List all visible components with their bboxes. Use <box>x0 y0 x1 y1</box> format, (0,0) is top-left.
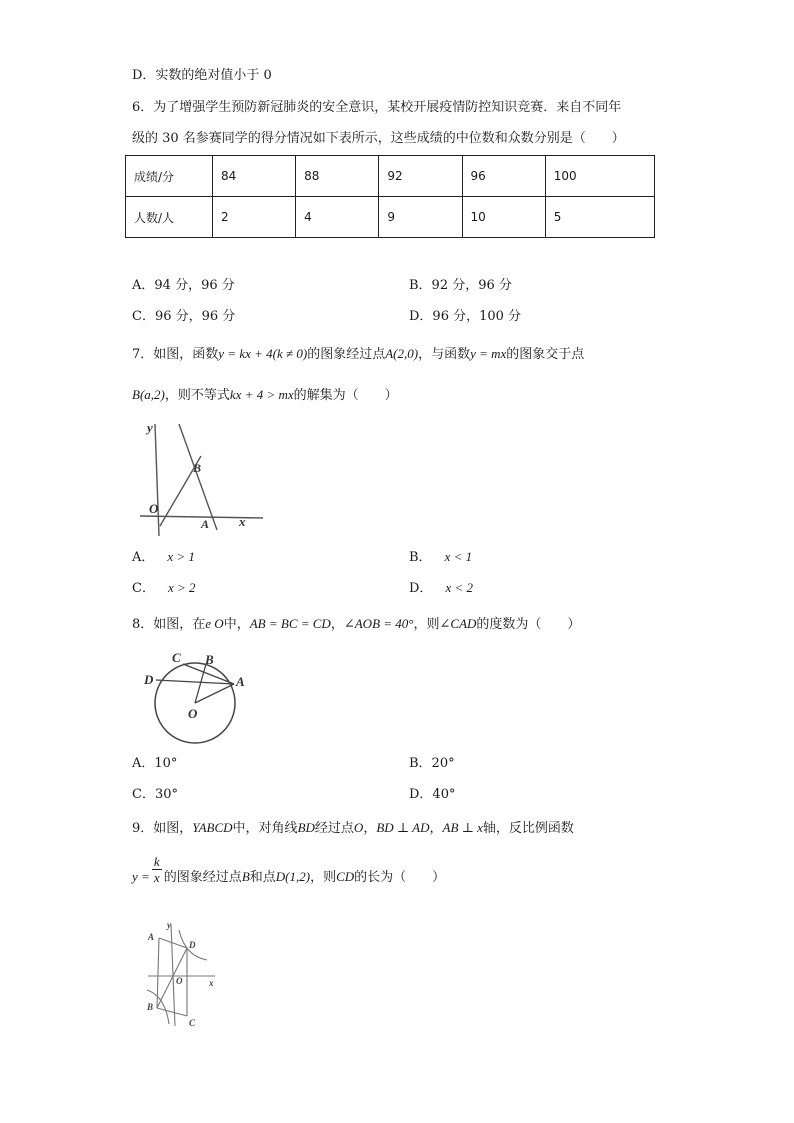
q8-chord-ca <box>183 664 234 684</box>
q9-text: 的图象经过点 <box>163 870 242 885</box>
table-cell: 4 <box>296 197 379 238</box>
q9-label-b: B <box>147 1002 154 1012</box>
q9-perp-ab-x: AB ⊥ x <box>442 820 483 835</box>
q7-text: 7．如图，函数 <box>132 347 219 362</box>
q7-line-kx-plus-4 <box>179 424 217 530</box>
q7-option-d[interactable] <box>409 578 473 599</box>
table-header-count: 人数/人 <box>126 197 213 238</box>
q7-y-axis <box>155 424 159 536</box>
q7-option-a[interactable] <box>132 547 195 568</box>
q8-figure <box>140 648 250 748</box>
table-cell: 2 <box>213 197 296 238</box>
table-cell: 96 <box>462 156 545 197</box>
q8-label-c: C <box>172 650 181 665</box>
q9-text: ， <box>363 821 377 836</box>
q7-option-d-letter: D． <box>409 581 433 596</box>
q9-parallelogram: YABCD <box>192 820 233 835</box>
q9-side-bc <box>157 1008 187 1016</box>
q8-text: 的度数为（ ） <box>476 617 581 632</box>
q9-figure <box>143 920 243 1035</box>
q9-stem-line1 <box>132 818 574 839</box>
q8-text: ，则 <box>413 617 440 632</box>
q8-option-c[interactable]: C．30° <box>132 787 178 802</box>
q7-option-a-letter: A． <box>132 550 155 565</box>
table-cell: 10 <box>462 197 545 238</box>
q9-fraction-denominator: x <box>153 870 160 885</box>
q8-stem <box>132 614 580 635</box>
q7-label-y: y <box>147 420 153 435</box>
q7-text: 的图象交于点 <box>506 347 585 362</box>
q7-option-b-math: x < 1 <box>444 549 473 564</box>
q7-option-b-letter: B． <box>409 550 432 565</box>
q8-option-d[interactable]: D．40° <box>409 787 456 802</box>
score-table <box>125 155 655 238</box>
table-cell: 100 <box>545 156 654 197</box>
q7-option-c[interactable] <box>132 578 196 599</box>
q7-inequality: kx + 4 > mx <box>229 387 294 402</box>
q9-stem-line2 <box>132 856 445 892</box>
table-cell: 92 <box>379 156 462 197</box>
q8-label-a: A <box>236 674 245 689</box>
q9-text: 的长为（ ） <box>354 870 446 885</box>
q9-side-ad <box>159 938 187 948</box>
q9-label-y: y <box>167 920 171 930</box>
q7-stem-line1 <box>132 344 584 365</box>
q8-option-a[interactable]: A．10° <box>132 756 178 771</box>
q7-text: ，则不等式 <box>164 388 230 403</box>
q9-label-x: x <box>209 978 214 988</box>
table-header-score: 成绩/分 <box>126 156 213 197</box>
q9-perp-bd-ad: BD ⊥ AD <box>376 820 430 835</box>
q6-option-c[interactable]: C．96 分，96 分 <box>132 309 236 324</box>
q8-angle-aob: ∠AOB = 40° <box>343 616 414 631</box>
q9-fraction <box>152 854 162 885</box>
q6-stem-line2: 级的 30 名参赛同学的得分情况如下表所示，这些成绩的中位数和众数分别是（ ） <box>132 131 625 146</box>
table-cell: 84 <box>213 156 296 197</box>
q9-text: 中，对角线 <box>232 821 298 836</box>
q9-text: ， <box>429 821 443 836</box>
q7-label-x: x <box>239 514 246 529</box>
q8-text: ， <box>330 617 344 632</box>
q9-label-o: O <box>176 976 183 986</box>
q6-stem-line1: 6．为了增强学生预防新冠肺炎的安全意识，某校开展疫情防控知识竞赛．来自不同年 <box>132 100 622 115</box>
q8-text: 中， <box>223 617 250 632</box>
q7-text: 的解集为（ ） <box>293 388 398 403</box>
q9-y-eq: y = <box>132 869 150 884</box>
q8-chord-da <box>156 680 234 684</box>
q9-label-a: A <box>148 932 155 942</box>
q7-figure <box>135 418 285 538</box>
q7-option-a-math: x > 1 <box>167 549 195 564</box>
q8-option-b[interactable]: B．20° <box>409 756 455 771</box>
table-row <box>126 197 655 238</box>
q7-text: 的图象经过点 <box>307 347 386 362</box>
q9-point-d: D(1,2) <box>275 869 311 884</box>
q8-label-b: B <box>205 652 214 667</box>
q9-label-c: C <box>189 1018 196 1028</box>
q9-o: O <box>353 820 364 835</box>
q7-option-c-letter: C． <box>132 581 155 596</box>
q7-label-o: O <box>149 501 159 516</box>
q7-label-b: B <box>193 461 202 475</box>
q9-point-b: B <box>241 869 250 884</box>
q7-option-b[interactable] <box>409 547 472 568</box>
q7-function-1: y = kx + 4(k ≠ 0) <box>218 346 308 361</box>
q9-text: 和点 <box>249 870 276 885</box>
q8-radius-oa <box>195 684 234 703</box>
q9-text: ，则 <box>310 870 337 885</box>
q9-label-d: D <box>189 940 196 950</box>
q8-label-o: O <box>188 706 198 721</box>
table-row <box>126 156 655 197</box>
q6-option-d[interactable]: D．96 分，100 分 <box>409 309 522 324</box>
q7-option-d-math: x < 2 <box>445 580 473 595</box>
q9-text: 轴，反比例函数 <box>482 821 574 836</box>
q8-text: 8．如图，在 <box>132 617 206 632</box>
q8-angle-cad: ∠CAD <box>439 616 477 631</box>
q9-bd: BD <box>297 820 315 835</box>
table-cell: 9 <box>379 197 462 238</box>
q8-equal-arcs: AB = BC = CD <box>249 616 331 631</box>
q7-function-2: y = mx <box>470 346 507 361</box>
table-cell: 88 <box>296 156 379 197</box>
q7-stem-line2 <box>132 385 398 406</box>
q7-point-b: B(a,2) <box>132 387 165 402</box>
q7-option-c-math: x > 2 <box>167 580 196 595</box>
q9-text: 9．如图， <box>132 821 193 836</box>
q7-text: ，与函数 <box>418 347 471 362</box>
q8-circle-o: e O <box>205 616 224 631</box>
q6-option-b[interactable]: B．92 分，96 分 <box>409 278 512 293</box>
table-cell: 5 <box>545 197 654 238</box>
q9-cd: CD <box>336 869 355 884</box>
q7-point-a: A(2,0) <box>385 346 419 361</box>
q8-label-d: D <box>144 672 154 687</box>
q5-option-d: D．实数的绝对值小于 0 <box>132 68 272 83</box>
q6-option-a[interactable]: A．94 分，96 分 <box>132 278 235 293</box>
q9-text: 经过点 <box>314 821 354 836</box>
q7-label-a: A <box>201 517 210 531</box>
q9-fraction-numerator: k <box>153 854 160 869</box>
